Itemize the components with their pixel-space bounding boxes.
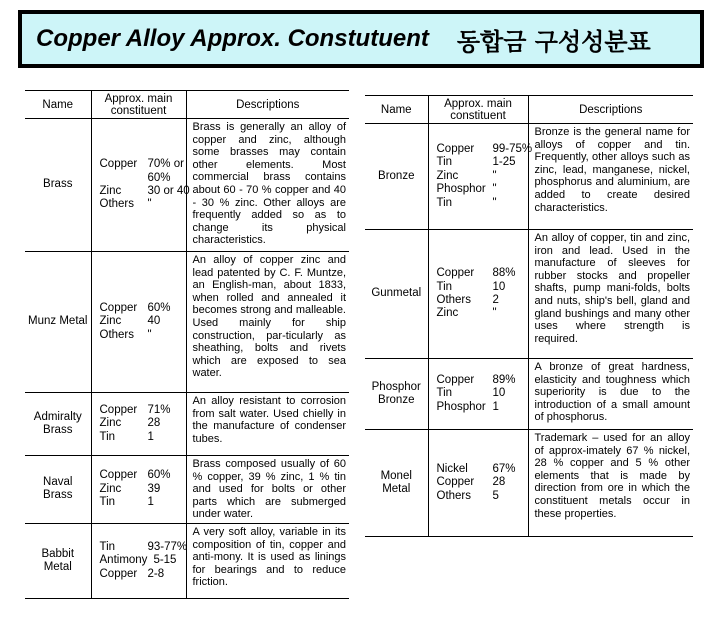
constituent-percentage: 60% xyxy=(147,301,171,314)
right-alloy-table xyxy=(365,95,693,537)
constituent-percentage: 60% xyxy=(147,171,171,184)
constituent-item xyxy=(437,476,524,489)
constituent-item xyxy=(437,281,524,294)
alloy-description: A very soft alloy, variable in its composition of tin, copper and anti-mony. It is used as linings for bearings and to reduce friction. xyxy=(186,523,349,598)
constituent-percentage: 88% xyxy=(492,267,516,280)
constituent-percentage: 2-8 xyxy=(147,567,165,580)
constituent-element: Others xyxy=(436,489,472,502)
alloy-description: Bronze is the general name for alloys of copper and tin. Frequently, other alloys such as zinc, lead, manganese, nickel, phosphorus and aluminium, are added to create desired characteristics. xyxy=(528,124,693,230)
constituent-list xyxy=(91,523,186,598)
constituent-percentage: 40 xyxy=(147,315,161,328)
constituent-element: Copper xyxy=(99,158,138,171)
constituent-percentage: 99-75% xyxy=(492,142,533,155)
header-descriptions: Descriptions xyxy=(528,96,693,124)
constituent-item xyxy=(437,183,524,196)
left-header-row xyxy=(25,91,349,119)
constituent-item xyxy=(99,185,190,198)
constituent-percentage: 70% or xyxy=(147,158,184,171)
constituent-item xyxy=(437,490,524,503)
constituent-list xyxy=(428,430,528,537)
constituent-item xyxy=(437,374,524,387)
constituent-element: Tin xyxy=(436,280,453,293)
constituent-element: Copper xyxy=(99,403,138,416)
constituent-element: Copper xyxy=(436,476,475,489)
header-name: Name xyxy=(25,91,91,119)
constituent-item xyxy=(437,170,524,183)
constituent-percentage: 10 xyxy=(492,280,506,293)
constituent-item xyxy=(100,469,182,482)
constituent-item xyxy=(437,307,524,320)
constituent-item xyxy=(437,156,524,169)
constituent-item xyxy=(100,404,182,417)
constituent-percentage: 5-15 xyxy=(153,554,177,567)
alloy-name: Babbit Metal xyxy=(25,523,91,598)
constituent-element: Zinc xyxy=(99,417,122,430)
alloy-description: An alloy of copper zinc and lead patented by C. F. Muntze, an English-man, about 1833, when rolled and annealed it becomes strong and malleable. Used mainly for ship construction, par-ticularly as sheathing, bolts and rivets which are exposed to sea water. xyxy=(186,252,349,393)
alloy-name: Munz Metal xyxy=(25,252,91,393)
constituent-element: Phosphor xyxy=(436,400,486,413)
header-descriptions: Descriptions xyxy=(186,91,349,119)
constituent-list xyxy=(428,124,533,230)
constituent-list xyxy=(428,359,528,430)
constituent-element: Zinc xyxy=(99,185,122,197)
constituent-percentage: " xyxy=(147,198,152,211)
title-english: Copper Alloy Approx. Constutuent xyxy=(36,25,429,52)
constituent-item xyxy=(100,496,182,509)
header-name: Name xyxy=(365,96,428,124)
constituent-element: Tin xyxy=(99,540,116,553)
table-row xyxy=(365,230,693,359)
constituent-item xyxy=(437,387,524,400)
constituent-percentage: 1 xyxy=(147,496,154,509)
right-header-row xyxy=(365,96,693,124)
alloy-name: Monel Metal xyxy=(365,430,428,537)
constituent-item xyxy=(437,267,524,280)
constituent-element: Zinc xyxy=(436,307,459,320)
table-row xyxy=(25,456,349,524)
constituent-element: Tin xyxy=(99,496,116,509)
constituent-item xyxy=(437,463,524,476)
constituent-item xyxy=(99,540,188,554)
constituent-item xyxy=(100,431,182,444)
alloy-name: Admiralty Brass xyxy=(25,393,91,456)
table-row xyxy=(365,430,693,537)
constituent-element: Zinc xyxy=(436,169,459,182)
constituent-item xyxy=(437,294,524,307)
constituent-percentage: 1 xyxy=(492,400,499,413)
constituent-element: Copper xyxy=(99,301,138,314)
constituent-percentage: " xyxy=(492,307,497,320)
constituent-percentage: 39 xyxy=(147,482,161,495)
table-row xyxy=(25,523,349,598)
constituent-element: Zinc xyxy=(99,482,122,495)
constituent-percentage: 60% xyxy=(147,469,171,482)
constituent-element: Others xyxy=(99,198,135,211)
alloy-name: Phosphor Bronze xyxy=(365,359,428,430)
constituent-element: Zinc xyxy=(99,315,122,328)
constituent-element: Copper xyxy=(99,469,138,482)
table-row xyxy=(25,119,349,252)
left-alloy-table xyxy=(25,90,349,599)
constituent-element: Copper xyxy=(436,373,475,386)
constituent-element: Others xyxy=(436,294,472,306)
table-row xyxy=(25,252,349,393)
constituent-element: Antimony xyxy=(99,554,148,567)
constituent-element: Copper xyxy=(436,267,475,280)
alloy-description: Brass composed usually of 60 % copper, 39 % zinc, 1 % tin and used for bolts or other parts which are submerged under water. xyxy=(186,456,349,524)
constituent-percentage: " xyxy=(147,328,152,341)
constituent-item xyxy=(100,417,182,430)
constituent-element: Tin xyxy=(436,387,453,400)
alloy-description: Brass is generally an alloy of copper and zinc, although some brasses may contain other elements. Most commercial brass contains about 60 - 70 % copper and 40 - 30 % zinc. Other alloys are frequently added so as to change its physical characteristics. xyxy=(186,119,349,252)
constituent-percentage: " xyxy=(492,196,497,209)
constituent-list xyxy=(91,456,186,524)
constituent-percentage: 2 xyxy=(492,294,499,306)
constituent-element: Nickel xyxy=(436,462,468,475)
constituent-element: Phosphor xyxy=(436,183,486,196)
alloy-name: Naval Brass xyxy=(25,456,91,524)
constituent-percentage: 30 or 40 xyxy=(147,185,190,197)
constituent-item xyxy=(436,142,533,156)
table-row xyxy=(365,124,693,230)
constituent-item xyxy=(100,198,182,211)
title-korean: 동합금 구성성분표 xyxy=(456,27,651,56)
alloy-description: An alloy of copper, tin and zinc, iron and lead. Used in the manufacture of sleeves for rubber stocks and propeller shafts, pump mani-folds, bolts and nuts, ship's bell, gland and gland bushings and many other uses where strength is required. xyxy=(528,230,693,359)
constituent-element: Others xyxy=(99,328,135,341)
alloy-description: An alloy resistant to corrosion from salt water. Used chielly in the manufacture of condenser tubes. xyxy=(186,393,349,456)
alloy-name: Brass xyxy=(25,119,91,252)
constituent-percentage: 71% xyxy=(147,403,171,416)
header-constituent: Approx. main constituent xyxy=(428,96,528,124)
constituent-element: Tin xyxy=(99,430,116,443)
constituent-item xyxy=(100,483,182,496)
constituent-element: Copper xyxy=(436,142,475,155)
constituent-item xyxy=(100,568,182,581)
constituent-percentage: " xyxy=(492,169,497,182)
table-row xyxy=(365,359,693,430)
constituent-item xyxy=(100,329,182,342)
constituent-list xyxy=(91,252,186,393)
constituent-list xyxy=(91,393,186,456)
constituent-item xyxy=(100,158,182,171)
constituent-percentage: 28 xyxy=(492,476,506,489)
constituent-percentage: 1 xyxy=(147,430,154,443)
constituent-item xyxy=(100,315,182,328)
alloy-description: Trademark – used for an alloy of approx-imately 67 % nickel, 28 % copper and 5 % other elements that is made by direction from ore in which the constituent metals occur in these properties. xyxy=(528,430,693,537)
title-banner xyxy=(18,10,704,68)
constituent-item xyxy=(100,172,182,185)
alloy-name: Gunmetal xyxy=(365,230,428,359)
alloy-description: A bronze of great hardness, elasticity and toughness which superiority is due to the introduction of a small amount of phosphorus. xyxy=(528,359,693,430)
constituent-element: Copper xyxy=(99,567,138,580)
table-row xyxy=(25,393,349,456)
header-constituent: Approx. main constituent xyxy=(91,91,186,119)
constituent-list xyxy=(428,230,528,359)
constituent-element: Tin xyxy=(436,196,453,209)
constituent-percentage: 10 xyxy=(492,387,506,400)
alloy-name: Bronze xyxy=(365,124,428,230)
constituent-percentage: 67% xyxy=(492,462,516,475)
constituent-list xyxy=(91,119,190,252)
constituent-item xyxy=(437,401,524,414)
constituent-percentage: 93-77% xyxy=(147,540,188,553)
constituent-item xyxy=(100,302,182,315)
constituent-percentage: 1-25 xyxy=(492,156,516,169)
constituent-percentage: 89% xyxy=(492,373,516,386)
constituent-element xyxy=(100,172,142,185)
constituent-percentage: 28 xyxy=(147,417,161,430)
constituent-percentage: 5 xyxy=(492,489,499,502)
constituent-item xyxy=(100,554,182,567)
constituent-element: Tin xyxy=(436,156,453,169)
constituent-item xyxy=(437,197,524,210)
constituent-percentage: " xyxy=(492,183,497,196)
